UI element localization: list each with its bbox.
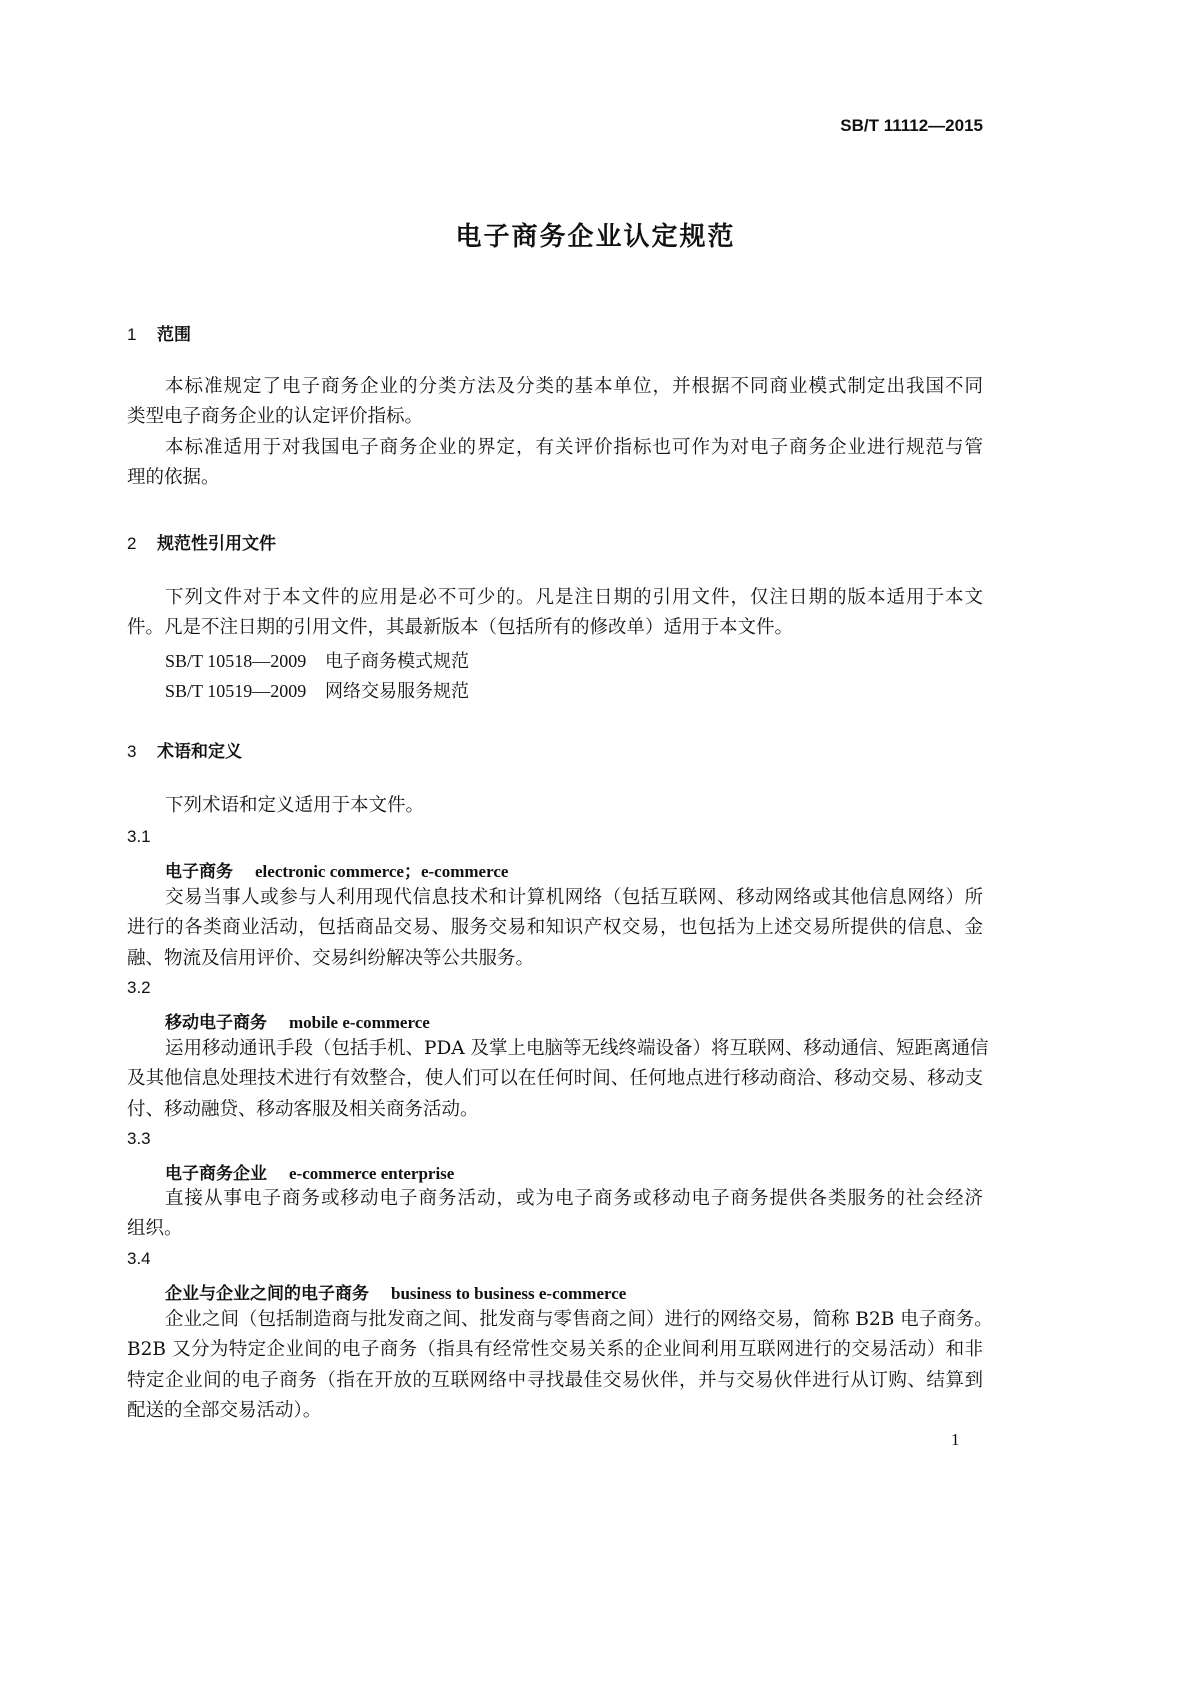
- term-definition: [127, 1305, 993, 1426]
- section-number: 3: [127, 742, 137, 761]
- reference-title: 网络交易服务规范: [325, 681, 469, 702]
- paragraph-line: 特定企业间的电子商务（指在开放的互联网络中寻找最佳交易伙伴，并与交易伙伴进行从订购、结算到: [127, 1369, 983, 1391]
- paragraph-line: 直接从事电子商务或移动电子商务活动，或为电子商务或移动电子商务提供各类服务的社会经济: [165, 1188, 983, 1209]
- reference-title: 电子商务模式规范: [325, 651, 469, 672]
- paragraph-line: 理的依据。: [127, 466, 220, 488]
- reference-code: SB/T 10518—2009: [165, 651, 307, 671]
- section-heading-2: [127, 529, 276, 554]
- paragraph-line: 下列术语和定义适用于本文件。: [165, 795, 425, 816]
- term-heading: [165, 1008, 430, 1033]
- paragraph-line: 及其他信息处理技术进行有效整合，使人们可以在任何时间、任何地点进行移动商洽、移动交易、移动支: [127, 1068, 983, 1090]
- term-en: electronic commerce；e-commerce: [255, 862, 509, 881]
- section-3-intro: [127, 791, 983, 821]
- term-definition: [127, 883, 983, 974]
- section-title: 规范性引用文件: [157, 534, 276, 554]
- section-heading-1: [127, 320, 191, 345]
- section-number: 1: [127, 325, 137, 344]
- term-number: 3.2: [127, 978, 151, 997]
- term-heading: [165, 1159, 454, 1184]
- section-number: 2: [127, 534, 137, 553]
- paragraph-line: 交易当事人或参与人利用现代信息技术和计算机网络（包括互联网、移动网络或其他信息网络）所: [165, 887, 983, 908]
- term-zh: 电子商务: [165, 862, 233, 882]
- paragraph-line: B2B 又分为特定企业间的电子商务（指具有经常性交易关系的企业间利用互联网进行的交易活动）和非: [127, 1339, 983, 1361]
- term-number: 3.1: [127, 827, 151, 846]
- term-en: e-commerce enterprise: [289, 1164, 455, 1183]
- term-zh: 企业与企业之间的电子商务: [165, 1284, 369, 1304]
- paragraph-line: 件。凡是不注日期的引用文件，其最新版本（包括所有的修改单）适用于本文件。: [127, 617, 794, 639]
- section-2-body: [127, 583, 983, 644]
- term-en: mobile e-commerce: [289, 1013, 430, 1032]
- term-definition: [127, 1184, 983, 1245]
- term-heading: [165, 1279, 626, 1304]
- paragraph-line: 本标准适用于对我国电子商务企业的界定，有关评价指标也可作为对电子商务企业进行规范与管: [165, 436, 983, 458]
- paragraph-line: 配送的全部交易活动）。: [127, 1399, 322, 1421]
- section-1-body: [127, 372, 983, 493]
- reference-item: [165, 647, 469, 673]
- paragraph-line: 下列文件对于本文件的应用是必不可少的。凡是注日期的引用文件，仅注日期的版本适用于本文: [165, 587, 983, 608]
- term-number: 3.3: [127, 1129, 151, 1148]
- reference-item: [165, 677, 469, 703]
- term-heading: [165, 857, 508, 882]
- term-definition: [127, 1034, 989, 1125]
- term-number: 3.4: [127, 1249, 151, 1268]
- paragraph-line: 企业之间（包括制造商与批发商之间、批发商与零售商之间）进行的网络交易，简称 B2B 电子商务。: [165, 1309, 993, 1330]
- term-zh: 移动电子商务: [165, 1013, 267, 1033]
- page-number: 1: [951, 1430, 960, 1449]
- paragraph-line: 进行的各类商业活动，包括商品交易、服务交易和知识产权交易，也包括为上述交易所提供的信息、金: [127, 917, 983, 939]
- section-title: 范围: [157, 325, 191, 345]
- standard-number: SB/T 11112—2015: [840, 116, 983, 135]
- paragraph-line: 组织。: [127, 1218, 183, 1240]
- section-title: 术语和定义: [157, 742, 242, 762]
- document-title: 电子商务企业认定规范: [455, 222, 736, 252]
- term-en: business to business e-commerce: [391, 1284, 627, 1303]
- section-heading-3: [127, 737, 242, 762]
- paragraph-line: 付、移动融贷、移动客服及相关商务活动。: [127, 1098, 479, 1120]
- paragraph-line: 本标准规定了电子商务企业的分类方法及分类的基本单位，并根据不同商业模式制定出我国不同: [165, 376, 983, 397]
- term-zh: 电子商务企业: [165, 1164, 267, 1184]
- paragraph-line: 类型电子商务企业的认定评价指标。: [127, 406, 424, 428]
- paragraph-line: 运用移动通讯手段（包括手机、PDA 及掌上电脑等无线终端设备）将互联网、移动通信、短距离通信: [165, 1038, 989, 1059]
- paragraph-line: 融、物流及信用评价、交易纠纷解决等公共服务。: [127, 947, 535, 969]
- reference-code: SB/T 10519—2009: [165, 681, 307, 701]
